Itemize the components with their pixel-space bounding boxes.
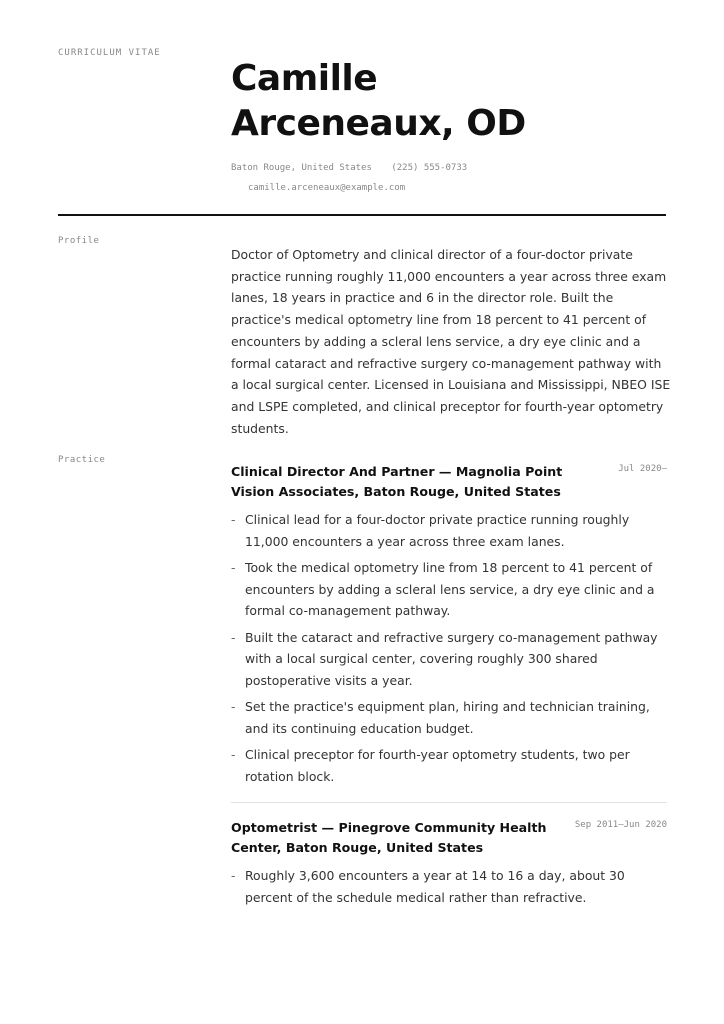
phone-text: (225) 555-0733 [391, 163, 468, 173]
bullet-marker: - [231, 629, 236, 645]
list-item: - Roughly 3,600 encounters a year at 14 to 16 a day, about 30 percent of the schedule medical rather than refractive. [231, 865, 667, 908]
job-title: Clinical Director And Partner — Magnolia Point Vision Associates, Baton Rouge, United States [231, 464, 563, 499]
candidate-name [231, 56, 671, 146]
job-date: Sep 2011–Jun 2020 [574, 820, 667, 830]
bullet-marker: - [231, 868, 236, 883]
bullet-marker: - [231, 512, 236, 527]
list-item: - Built the cataract and refractive surgery co-management pathway with a local surgical center, covering roughly 300 shared postoperative visits a year. [231, 627, 667, 692]
email-link[interactable]: camille.arceneaux@example.com [248, 183, 406, 193]
job-bullets [231, 509, 667, 787]
job-bullets [231, 865, 667, 908]
name-line-2: Arceneaux, OD [231, 103, 526, 144]
contact-info [231, 158, 671, 198]
job-entry [231, 818, 667, 913]
section-label-practice: Practice [58, 455, 106, 465]
job-date: Jul 2020– [618, 464, 667, 474]
job-divider [231, 802, 667, 803]
location-text: Baton Rouge, United States [231, 163, 372, 173]
bullet-marker: - [231, 560, 236, 575]
bullet-marker: - [231, 699, 236, 714]
list-item: - Clinical preceptor for fourth-year optometry students, two per rotation block. [231, 744, 667, 787]
list-item: - Took the medical optometry line from 18 percent to 41 percent of encounters by adding a scleral lens service, a dry eye clinic and a formal co-management pathway. [231, 557, 667, 622]
header-rule [58, 214, 666, 216]
list-item: - Set the practice's equipment plan, hiring and technician training, and its continuing education budget. [231, 696, 667, 739]
job-title: Optometrist — Pinegrove Community Health Center, Baton Rouge, United States [231, 820, 547, 855]
name-line-1: Camille [231, 58, 378, 99]
list-item: - Clinical lead for a four-doctor private practice running roughly 11,000 encounters a year across three exam lanes. [231, 509, 667, 552]
section-label-profile: Profile [58, 236, 100, 246]
bullet-marker: - [231, 747, 236, 762]
job-entry [231, 462, 667, 792]
profile-summary: Doctor of Optometry and clinical director of a four-doctor private practice running roughly 11,000 encounters a year across three exam lanes, 18 years in practice and 6 in the director role. Built the practice's medical optometry line from 18 percent to 41 percent of encounters by adding a scleral lens service, a dry eye clinic and a formal cataract and refractive surgery co-management pathway with a local surgical center. Licensed in Louisiana and Mississippi, NBEO ISE and LSPE completed, and clinical preceptor for fourth-year optometry students. [231, 247, 671, 436]
document-label: CURRICULUM VITAE [58, 48, 161, 58]
